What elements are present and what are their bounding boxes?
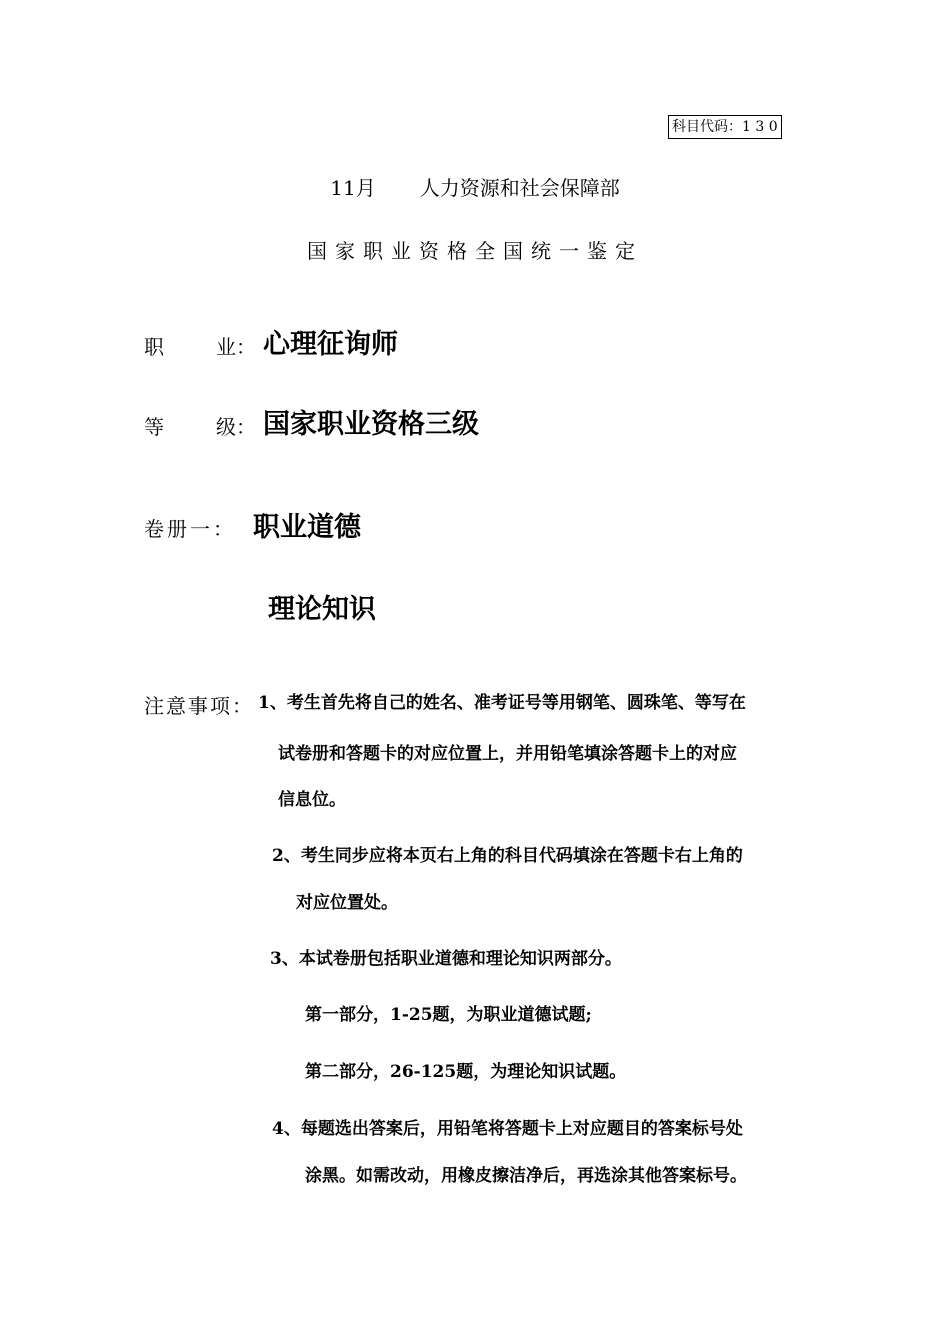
notice-line: 2、考生同步应将本页右上角的科目代码填涂在答题卡右上角的: [272, 846, 743, 866]
notice-line: 4、每题选出答案后，用铅笔将答题卡上对应题目的答案标号处: [272, 1119, 743, 1139]
notice-line: 第二部分，26-125题，为理论知识试题。: [305, 1062, 627, 1082]
occupation-label-part2: 业：: [216, 335, 256, 359]
occupation-value: 心理征询师: [263, 329, 398, 360]
notice-line: 试卷册和答题卡的对应位置上，并用铅笔填涂答题卡上的对应: [278, 744, 737, 764]
volume-label: 卷册一：: [144, 517, 236, 541]
notice-line: 1、考生首先将自己的姓名、准考证号等用钢笔、圆珠笔、等写在: [258, 693, 746, 713]
exam-title: 国家职业资格全国统一鉴定: [307, 239, 643, 263]
notice-line: 对应位置处。: [296, 893, 398, 913]
notice-line: 3、本试卷册包括职业道德和理论知识两部分。: [270, 949, 622, 969]
exam-month: 11月: [330, 176, 376, 200]
level-label-part2: 级：: [216, 415, 256, 439]
notice-line: 涂黑。如需改动，用橡皮擦洁净后，再选涂其他答案标号。: [305, 1166, 747, 1186]
ministry-name: 人力资源和社会保障部: [419, 176, 620, 200]
level-value: 国家职业资格三级: [263, 409, 479, 440]
volume-value-ethics: 职业道德: [253, 512, 361, 543]
volume-value-theory: 理论知识: [268, 594, 376, 625]
notice-label: 注意事项：: [144, 694, 254, 718]
occupation-label-part1: 职: [144, 335, 164, 359]
level-label-part1: 等: [144, 415, 164, 439]
header-ministry-line: [0, 172, 950, 201]
subject-code-box: 科目代码：1 3 0: [668, 115, 782, 139]
notice-line: 信息位。: [278, 790, 346, 810]
occupation-label: [144, 331, 256, 360]
notice-line: 第一部分，1-25题，为职业道德试题;: [305, 1005, 592, 1025]
level-label: [144, 411, 256, 440]
